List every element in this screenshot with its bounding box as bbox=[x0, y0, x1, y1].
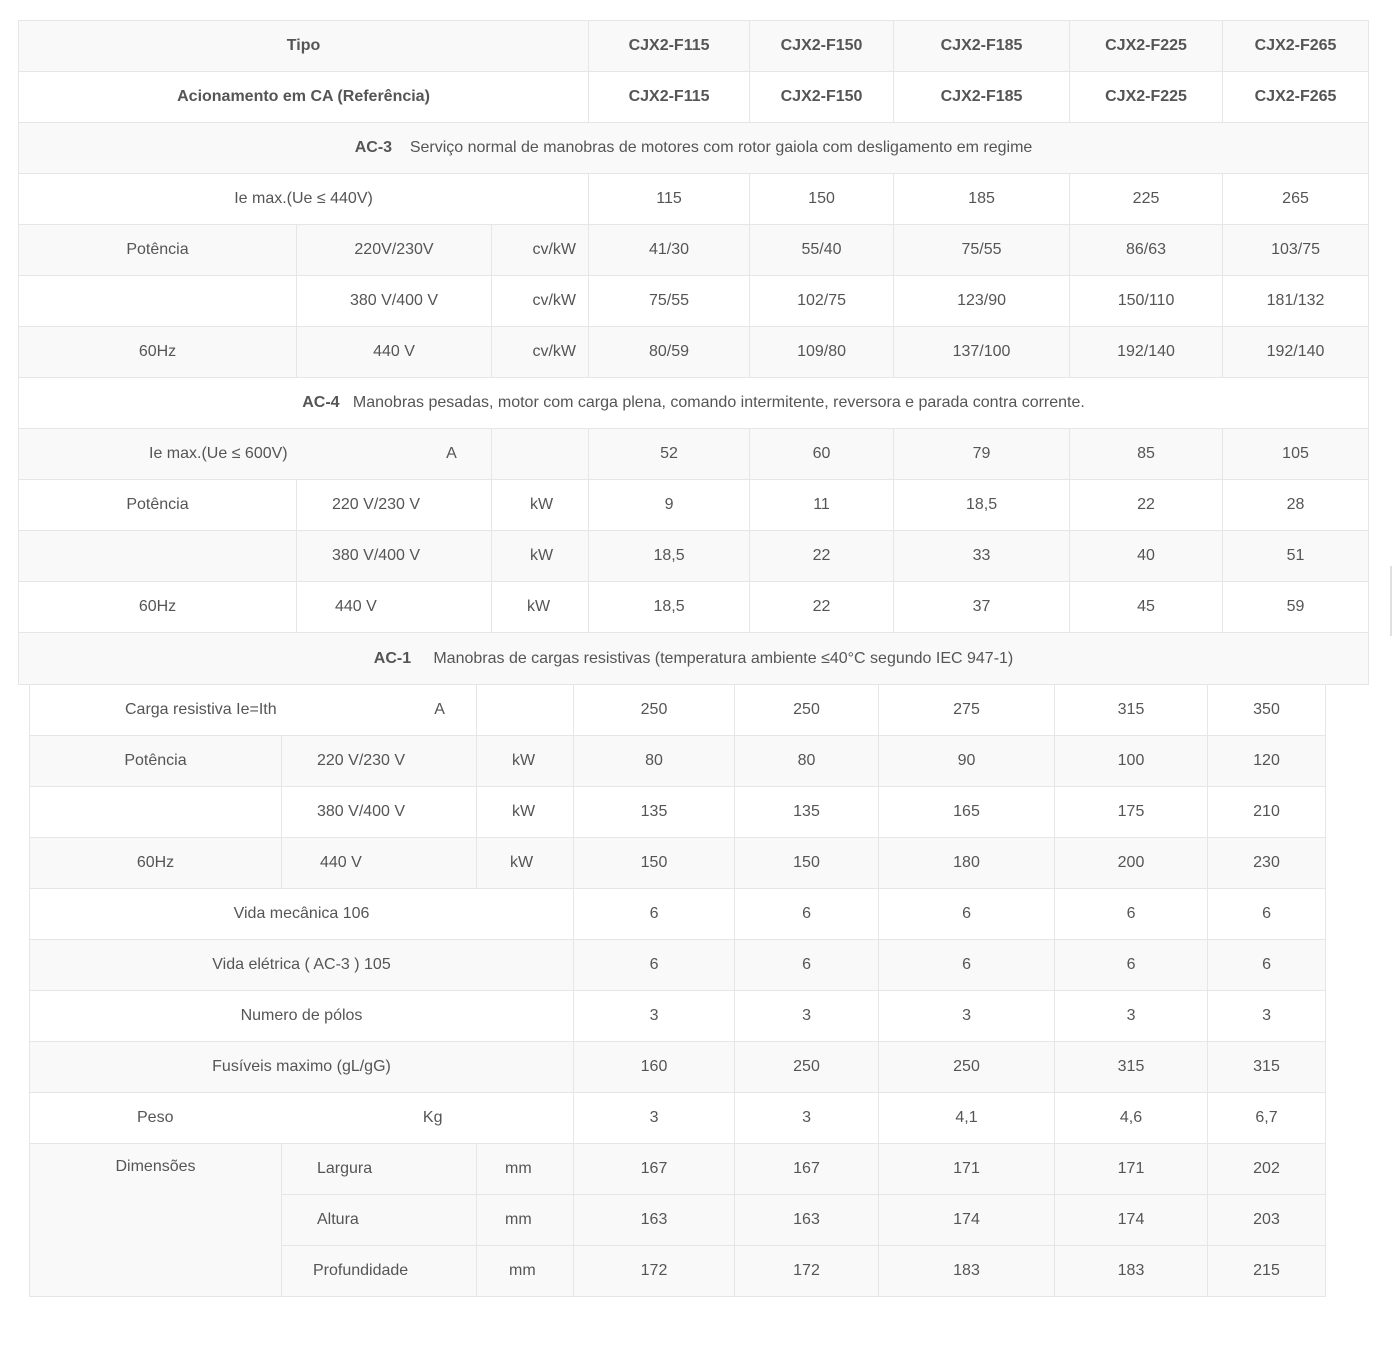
general-row-polos bbox=[30, 991, 1326, 1042]
value-cell: 174 bbox=[1055, 1195, 1208, 1246]
peso-unit: Kg bbox=[422, 1109, 443, 1126]
value-cell: 4,1 bbox=[879, 1093, 1055, 1144]
value-cell: 60 bbox=[750, 429, 894, 480]
value-cell: 150 bbox=[735, 838, 879, 889]
row-label: 60Hz bbox=[30, 838, 282, 889]
unit-label: mm bbox=[477, 1246, 574, 1297]
value-cell: 172 bbox=[735, 1246, 879, 1297]
unit-label: kW bbox=[477, 736, 574, 787]
ac1-carga-label bbox=[30, 685, 477, 736]
value-cell: 115 bbox=[589, 174, 750, 225]
value-cell: 100 bbox=[1055, 736, 1208, 787]
model-reference: CJX2-F185 bbox=[894, 72, 1070, 123]
ac1-power-row bbox=[30, 838, 1326, 889]
voltage-label: 440 V bbox=[282, 838, 477, 889]
value-cell: 135 bbox=[735, 787, 879, 838]
acionamento-label: Acionamento em CA (Referência) bbox=[19, 72, 589, 123]
value-cell: 135 bbox=[574, 787, 735, 838]
value-cell: 80 bbox=[735, 736, 879, 787]
model-reference: CJX2-F115 bbox=[589, 72, 750, 123]
value-cell: 180 bbox=[879, 838, 1055, 889]
unit-label: cv/kW bbox=[492, 327, 589, 378]
unit-label: kW bbox=[492, 582, 589, 633]
row-label bbox=[19, 531, 297, 582]
voltage-label: 440 V bbox=[297, 582, 492, 633]
ac3-power-row bbox=[19, 327, 1369, 378]
empty-cell bbox=[477, 685, 574, 736]
voltage-label: 380 V/400 V bbox=[282, 787, 477, 838]
value-cell: 137/100 bbox=[894, 327, 1070, 378]
unit-label: kW bbox=[477, 838, 574, 889]
value-cell: 167 bbox=[574, 1144, 735, 1195]
value-cell: 6 bbox=[1208, 940, 1326, 991]
value-cell: 3 bbox=[735, 991, 879, 1042]
model-header: CJX2-F150 bbox=[750, 21, 894, 72]
value-cell: 6 bbox=[879, 940, 1055, 991]
value-cell: 185 bbox=[894, 174, 1070, 225]
value-cell: 75/55 bbox=[894, 225, 1070, 276]
value-cell: 265 bbox=[1223, 174, 1369, 225]
specs-table-top bbox=[18, 20, 1369, 685]
value-cell: 22 bbox=[750, 531, 894, 582]
value-cell: 350 bbox=[1208, 685, 1326, 736]
value-cell: 315 bbox=[1055, 685, 1208, 736]
value-cell: 40 bbox=[1070, 531, 1223, 582]
value-cell: 52 bbox=[589, 429, 750, 480]
value-cell: 250 bbox=[574, 685, 735, 736]
model-reference: CJX2-F225 bbox=[1070, 72, 1223, 123]
value-cell: 210 bbox=[1208, 787, 1326, 838]
empty-cell bbox=[492, 429, 589, 480]
value-cell: 3 bbox=[574, 1093, 735, 1144]
general-label: Fusíveis maximo (gL/gG) bbox=[30, 1042, 574, 1093]
value-cell: 37 bbox=[894, 582, 1070, 633]
value-cell: 6 bbox=[574, 940, 735, 991]
value-cell: 163 bbox=[574, 1195, 735, 1246]
peso-label-cell bbox=[30, 1093, 574, 1144]
voltage-label: 380 V/400 V bbox=[297, 276, 492, 327]
value-cell: 183 bbox=[879, 1246, 1055, 1297]
value-cell: 18,5 bbox=[589, 531, 750, 582]
model-header: CJX2-F185 bbox=[894, 21, 1070, 72]
value-cell: 79 bbox=[894, 429, 1070, 480]
row-label: 60Hz bbox=[19, 582, 297, 633]
unit-label: cv/kW bbox=[492, 225, 589, 276]
value-cell: 123/90 bbox=[894, 276, 1070, 327]
value-cell: 3 bbox=[1208, 991, 1326, 1042]
header-row-acionamento bbox=[19, 72, 1369, 123]
ac4-ie-label bbox=[19, 429, 492, 480]
unit-label: kW bbox=[477, 787, 574, 838]
ac1-title bbox=[19, 633, 1369, 685]
ac4-ie-text: Ie max.(Ue ≤ 600V) bbox=[149, 445, 288, 462]
voltage-label: 440 V bbox=[297, 327, 492, 378]
ac4-section-header bbox=[19, 378, 1369, 429]
value-cell: 203 bbox=[1208, 1195, 1326, 1246]
value-cell: 150 bbox=[750, 174, 894, 225]
model-header: CJX2-F265 bbox=[1223, 21, 1369, 72]
dimension-name: Largura bbox=[282, 1144, 477, 1195]
value-cell: 160 bbox=[574, 1042, 735, 1093]
value-cell: 230 bbox=[1208, 838, 1326, 889]
ac3-description: Serviço normal de manobras de motores com rotor gaiola com desligamento em regime bbox=[409, 139, 1033, 156]
header-row-tipo bbox=[19, 21, 1369, 72]
value-cell: 75/55 bbox=[589, 276, 750, 327]
value-cell: 90 bbox=[879, 736, 1055, 787]
value-cell: 80/59 bbox=[589, 327, 750, 378]
value-cell: 250 bbox=[735, 685, 879, 736]
ac4-description: Manobras pesadas, motor com carga plena, comando intermitente, reversora e parada contra corrente. bbox=[352, 394, 1085, 411]
value-cell: 6 bbox=[574, 889, 735, 940]
scrollbar-thumb[interactable] bbox=[1390, 566, 1392, 636]
value-cell: 18,5 bbox=[894, 480, 1070, 531]
value-cell: 183 bbox=[1055, 1246, 1208, 1297]
unit-label: mm bbox=[477, 1144, 574, 1195]
peso-row bbox=[30, 1093, 1326, 1144]
general-label: Vida elétrica ( AC-3 ) 105 bbox=[30, 940, 574, 991]
dimensoes-row bbox=[30, 1144, 1326, 1195]
model-header: CJX2-F115 bbox=[589, 21, 750, 72]
ac3-code: AC-3 bbox=[354, 139, 393, 156]
ac4-power-row bbox=[19, 531, 1369, 582]
value-cell: 167 bbox=[735, 1144, 879, 1195]
value-cell: 109/80 bbox=[750, 327, 894, 378]
ac4-code: AC-4 bbox=[302, 394, 340, 411]
ac3-power-row bbox=[19, 276, 1369, 327]
row-label: 60Hz bbox=[19, 327, 297, 378]
ac1-power-row bbox=[30, 736, 1326, 787]
voltage-label: 220 V/230 V bbox=[282, 736, 477, 787]
general-row-fusiveis bbox=[30, 1042, 1326, 1093]
value-cell: 3 bbox=[735, 1093, 879, 1144]
value-cell: 171 bbox=[1055, 1144, 1208, 1195]
value-cell: 3 bbox=[574, 991, 735, 1042]
peso-label: Peso bbox=[137, 1109, 174, 1126]
ac1-section-header bbox=[19, 633, 1369, 685]
value-cell: 6 bbox=[1208, 889, 1326, 940]
value-cell: 9 bbox=[589, 480, 750, 531]
value-cell: 6 bbox=[1055, 940, 1208, 991]
value-cell: 102/75 bbox=[750, 276, 894, 327]
dimension-name: Altura bbox=[282, 1195, 477, 1246]
value-cell: 3 bbox=[1055, 991, 1208, 1042]
general-row-vida-mecanica bbox=[30, 889, 1326, 940]
value-cell: 250 bbox=[879, 1042, 1055, 1093]
value-cell: 200 bbox=[1055, 838, 1208, 889]
value-cell: 6 bbox=[735, 940, 879, 991]
value-cell: 22 bbox=[1070, 480, 1223, 531]
value-cell: 171 bbox=[879, 1144, 1055, 1195]
general-label: Numero de pólos bbox=[30, 991, 574, 1042]
specs-table-bottom bbox=[29, 684, 1326, 1297]
ac4-ie-unit: A bbox=[446, 445, 457, 462]
ac1-description: Manobras de cargas resistivas (temperatura ambiente ≤40°C segundo IEC 947-1) bbox=[433, 649, 1014, 667]
ac4-title bbox=[19, 378, 1369, 429]
value-cell: 315 bbox=[1208, 1042, 1326, 1093]
value-cell: 3 bbox=[879, 991, 1055, 1042]
value-cell: 175 bbox=[1055, 787, 1208, 838]
general-label: Vida mecânica 106 bbox=[30, 889, 574, 940]
value-cell: 6,7 bbox=[1208, 1093, 1326, 1144]
ac1-carga-text: Carga resistiva Ie=Ith bbox=[125, 701, 277, 718]
value-cell: 6 bbox=[735, 889, 879, 940]
dimension-name: Profundidade bbox=[282, 1246, 477, 1297]
ac3-ie-row bbox=[19, 174, 1369, 225]
value-cell: 172 bbox=[574, 1246, 735, 1297]
value-cell: 33 bbox=[894, 531, 1070, 582]
model-header: CJX2-F225 bbox=[1070, 21, 1223, 72]
value-cell: 59 bbox=[1223, 582, 1369, 633]
value-cell: 120 bbox=[1208, 736, 1326, 787]
model-reference: CJX2-F150 bbox=[750, 72, 894, 123]
ac3-power-row bbox=[19, 225, 1369, 276]
unit-label: kW bbox=[492, 531, 589, 582]
ac1-carga-unit: A bbox=[434, 701, 445, 718]
value-cell: 6 bbox=[879, 889, 1055, 940]
ac1-power-row bbox=[30, 787, 1326, 838]
value-cell: 11 bbox=[750, 480, 894, 531]
value-cell: 163 bbox=[735, 1195, 879, 1246]
row-label: Potência bbox=[19, 225, 297, 276]
value-cell: 165 bbox=[879, 787, 1055, 838]
row-label bbox=[30, 787, 282, 838]
value-cell: 51 bbox=[1223, 531, 1369, 582]
tipo-label: Tipo bbox=[19, 21, 589, 72]
value-cell: 45 bbox=[1070, 582, 1223, 633]
value-cell: 315 bbox=[1055, 1042, 1208, 1093]
value-cell: 150 bbox=[574, 838, 735, 889]
value-cell: 103/75 bbox=[1223, 225, 1369, 276]
value-cell: 250 bbox=[735, 1042, 879, 1093]
value-cell: 174 bbox=[879, 1195, 1055, 1246]
row-label: Potência bbox=[19, 480, 297, 531]
value-cell: 105 bbox=[1223, 429, 1369, 480]
value-cell: 181/132 bbox=[1223, 276, 1369, 327]
voltage-label: 380 V/400 V bbox=[297, 531, 492, 582]
dimensoes-label: Dimensões bbox=[30, 1144, 282, 1297]
value-cell: 86/63 bbox=[1070, 225, 1223, 276]
ac4-power-row bbox=[19, 480, 1369, 531]
ac3-ie-label: Ie max.(Ue ≤ 440V) bbox=[19, 174, 589, 225]
ac3-title bbox=[19, 123, 1369, 174]
value-cell: 4,6 bbox=[1055, 1093, 1208, 1144]
general-row-vida-eletrica bbox=[30, 940, 1326, 991]
ac1-code: AC-1 bbox=[373, 649, 412, 667]
ac4-ie-row bbox=[19, 429, 1369, 480]
ac1-carga-row bbox=[30, 685, 1326, 736]
value-cell: 215 bbox=[1208, 1246, 1326, 1297]
value-cell: 202 bbox=[1208, 1144, 1326, 1195]
value-cell: 41/30 bbox=[589, 225, 750, 276]
value-cell: 6 bbox=[1055, 889, 1208, 940]
value-cell: 28 bbox=[1223, 480, 1369, 531]
value-cell: 85 bbox=[1070, 429, 1223, 480]
value-cell: 80 bbox=[574, 736, 735, 787]
value-cell: 275 bbox=[879, 685, 1055, 736]
ac4-power-row bbox=[19, 582, 1369, 633]
unit-label: cv/kW bbox=[492, 276, 589, 327]
value-cell: 225 bbox=[1070, 174, 1223, 225]
value-cell: 150/110 bbox=[1070, 276, 1223, 327]
row-label bbox=[19, 276, 297, 327]
value-cell: 22 bbox=[750, 582, 894, 633]
value-cell: 55/40 bbox=[750, 225, 894, 276]
value-cell: 18,5 bbox=[589, 582, 750, 633]
value-cell: 192/140 bbox=[1223, 327, 1369, 378]
row-label: Potência bbox=[30, 736, 282, 787]
unit-label: kW bbox=[492, 480, 589, 531]
unit-label: mm bbox=[477, 1195, 574, 1246]
value-cell: 192/140 bbox=[1070, 327, 1223, 378]
voltage-label: 220 V/230 V bbox=[297, 480, 492, 531]
voltage-label: 220V/230V bbox=[297, 225, 492, 276]
model-reference: CJX2-F265 bbox=[1223, 72, 1369, 123]
ac3-section-header bbox=[19, 123, 1369, 174]
